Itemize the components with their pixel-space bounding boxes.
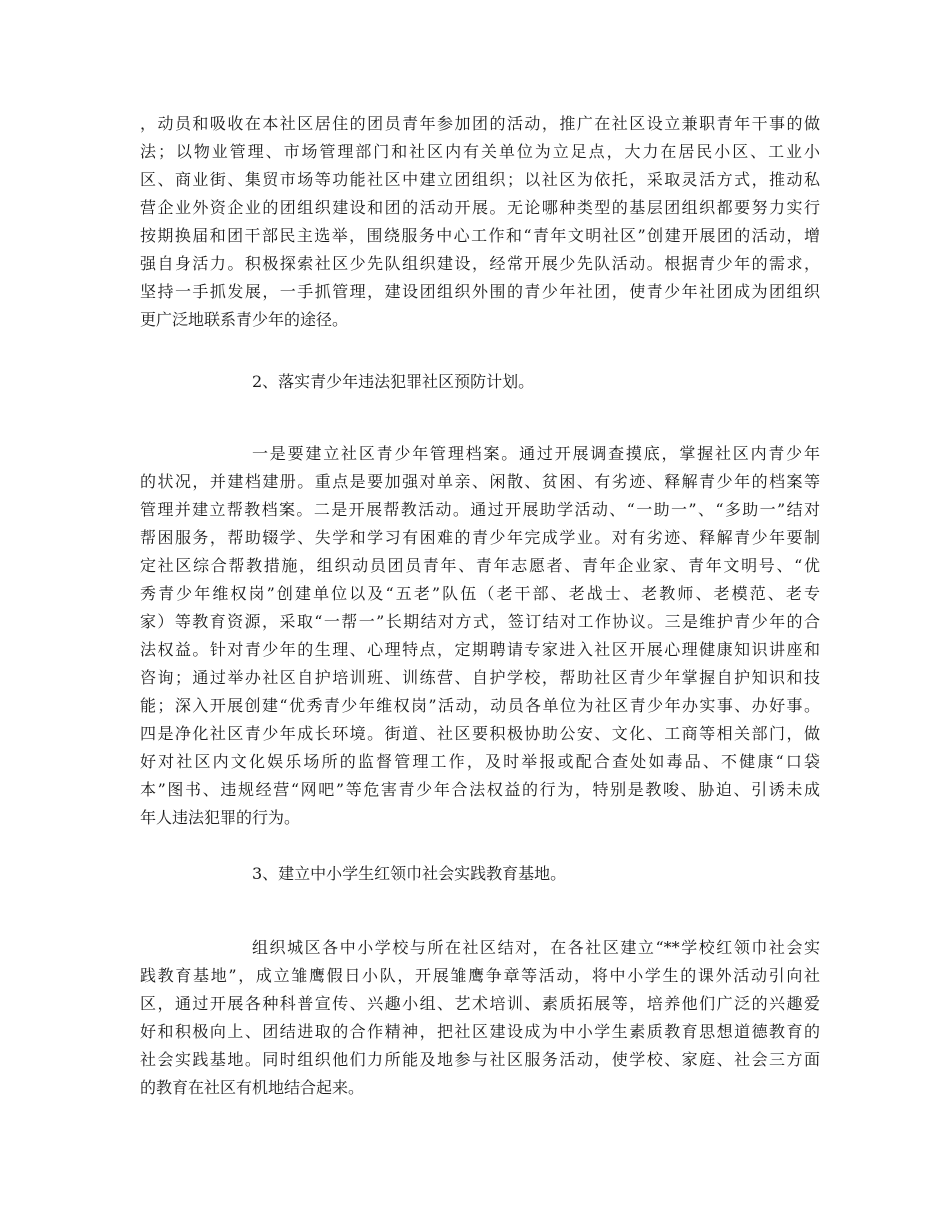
paragraph-2-line: 一是要建立社区青少年管理档案。通过开展调查摸底，掌握社区内青少年: [252, 444, 820, 463]
paragraph-2-line: 家）等教育资源，采取“一帮一”长期结对方式，签订结对工作协议。三是维护青少年的合: [140, 612, 820, 631]
paragraph-2-line: 管理并建立帮教档案。二是开展帮教活动。通过开展助学活动、“一助一”、“多助一”结对: [140, 500, 820, 519]
paragraph-3-line: 好和积极向上、团结进取的合作精神，把社区建设成为中小学生素质教育思想道德教育的: [140, 1022, 820, 1041]
paragraph-1-line: 区、商业街、集贸市场等功能社区中建立团组织；以社区为依托，采取灵活方式，推动私: [140, 170, 820, 189]
paragraph-2-line: 咨询；通过举办社区自护培训班、训练营、自护学校，帮助社区青少年掌握自护知识和技: [140, 668, 820, 687]
paragraph-3-line: 践教育基地”，成立雏鹰假日小队，开展雏鹰争章等活动，将中小学生的课外活动引向社: [140, 966, 820, 985]
paragraph-1-line: 营企业外资企业的团组织建设和团的活动开展。无论哪种类型的基层团组织都要努力实行: [140, 198, 820, 217]
paragraph-1-line: 坚持一手抓发展，一手抓管理，建设团组织外围的青少年社团，使青少年社团成为团组织: [140, 282, 820, 301]
paragraph-1-line: 按期换届和团干部民主选举，围绕服务中心工作和“青年文明社区”创建开展团的活动，增: [140, 226, 820, 245]
paragraph-3-line: 社会实践基地。同时组织他们力所能及地参与社区服务活动，使学校、家庭、社会三方面: [140, 1050, 820, 1069]
section-heading-3: 3、建立中小学生红领巾社会实践教育基地。: [252, 864, 567, 883]
paragraph-2-line: 能；深入开展创建“优秀青少年维权岗”活动，动员各单位为社区青少年办实事、办好事。: [140, 696, 820, 715]
paragraph-1-line: 法；以物业管理、市场管理部门和社区内有关单位为立足点，大力在居民小区、工业小: [140, 142, 820, 161]
paragraph-2-line: 定社区综合帮教措施，组织动员团员青年、青年志愿者、青年企业家、青年文明号、“优: [140, 556, 820, 575]
paragraph-1-line: 强自身活力。积极探索社区少先队组织建设，经常开展少先队活动。根据青少年的需求，: [140, 254, 820, 273]
paragraph-2-line: 好对社区内文化娱乐场所的监督管理工作，及时举报或配合查处如毒品、不健康“口袋: [140, 752, 820, 771]
paragraph-1-line: 更广泛地联系青少年的途径。: [140, 310, 349, 329]
paragraph-3-line: 区，通过开展各种科普宣传、兴趣小组、艺术培训、素质拓展等，培养他们广泛的兴趣爱: [140, 994, 820, 1013]
paragraph-2-line: 年人违法犯罪的行为。: [140, 808, 301, 827]
paragraph-2-line: 本”图书、违规经营“网吧”等危害青少年合法权益的行为，特别是教唆、胁迫、引诱未成: [140, 780, 820, 799]
paragraph-1-line: ，动员和吸收在本社区居住的团员青年参加团的活动，推广在社区设立兼职青年干事的做: [140, 114, 820, 133]
paragraph-2-line: 四是净化社区青少年成长环境。街道、社区要积极协助公安、文化、工商等相关部门，做: [140, 724, 820, 743]
section-heading-2: 2、落实青少年违法犯罪社区预防计划。: [252, 372, 535, 391]
paragraph-2-line: 帮困服务，帮助辍学、失学和学习有困难的青少年完成学业。对有劣迹、释解青少年要制: [140, 528, 820, 547]
paragraph-3-line: 的教育在社区有机地结合起来。: [140, 1078, 365, 1097]
paragraph-3-line: 组织城区各中小学校与所在社区结对，在各社区建立“**学校红领巾社会实: [252, 938, 820, 957]
paragraph-2-line: 秀青少年维权岗”创建单位以及“五老”队伍（老干部、老战士、老教师、老模范、老专: [140, 584, 820, 603]
paragraph-2-line: 的状况，并建档建册。重点是要加强对单亲、闲散、贫困、有劣迹、释解青少年的档案等: [140, 472, 820, 491]
paragraph-2-line: 法权益。针对青少年的生理、心理特点，定期聘请专家进入社区开展心理健康知识讲座和: [140, 640, 820, 659]
